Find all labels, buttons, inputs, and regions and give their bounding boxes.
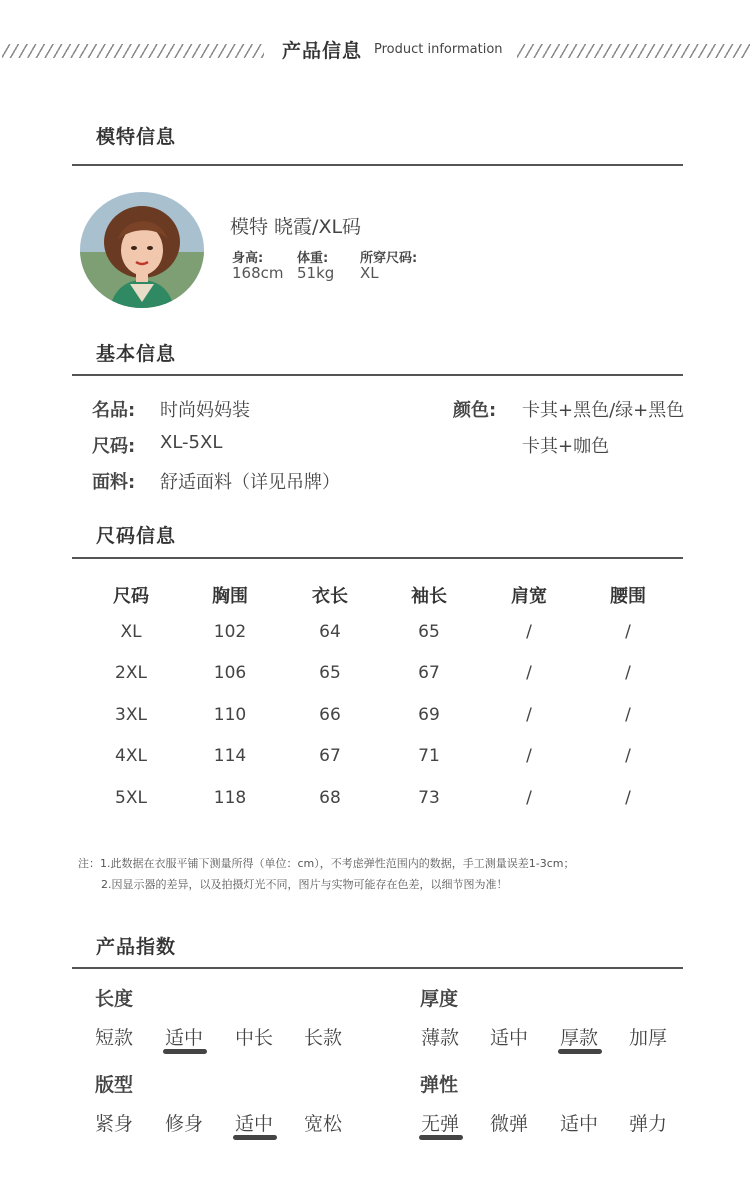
size-table-header: 肩宽	[511, 586, 547, 607]
size-range-value: XL-5XL	[160, 432, 223, 453]
size-table-cell: 69	[418, 705, 440, 725]
size-table-cell: 118	[213, 788, 247, 808]
thickness-option: 适中	[490, 1027, 529, 1049]
thickness-option-selected: 厚款	[560, 1027, 599, 1049]
size-table-cell: 4XL	[115, 746, 147, 766]
height-value: 168cm	[232, 264, 284, 282]
model-name-size: 模特 晓霞/XL码	[230, 216, 362, 238]
size-table-cell: 110	[213, 705, 247, 725]
elasticity-option: 弹力	[629, 1113, 668, 1135]
fit-option: 修身	[165, 1113, 204, 1135]
size-table-cell: /	[625, 746, 631, 766]
fit-option: 宽松	[304, 1113, 343, 1135]
size-table-cell: 3XL	[115, 705, 147, 725]
basic-section-divider	[72, 374, 683, 376]
measurement-note-2: 2.因显示器的差异，以及拍摄灯光不同，图片与实物可能存在色差，以细节图为准！	[101, 878, 508, 891]
size-table-cell: /	[526, 746, 532, 766]
elasticity-option-selected: 无弹	[421, 1113, 460, 1135]
size-table-cell: 67	[319, 746, 341, 766]
size-table-cell: 65	[319, 663, 341, 683]
color-value-2: 卡其+咖色	[522, 436, 610, 457]
elasticity-selected-marker	[419, 1135, 463, 1140]
length-option: 长款	[304, 1027, 343, 1049]
elasticity-option: 微弹	[490, 1113, 529, 1135]
fabric-value: 舒适面料（详见吊牌）	[160, 472, 340, 493]
size-table-cell: 65	[418, 622, 440, 642]
size-table-cell: /	[526, 788, 532, 808]
size-table-cell: 67	[418, 663, 440, 683]
size-section-divider	[72, 557, 683, 559]
size-table-cell: /	[625, 622, 631, 642]
size-table-cell: 68	[319, 788, 341, 808]
size-table-cell: 73	[418, 788, 440, 808]
elasticity-index-label: 弹性	[420, 1074, 459, 1096]
size-table-cell: /	[526, 622, 532, 642]
size-table-cell: /	[526, 705, 532, 725]
fit-index-label: 版型	[95, 1074, 134, 1096]
thickness-option: 加厚	[629, 1027, 668, 1049]
fit-option: 紧身	[95, 1113, 134, 1135]
index-section-title: 产品指数	[96, 936, 177, 958]
size-table-cell: 2XL	[115, 663, 147, 683]
color-label: 颜色:	[453, 400, 497, 421]
size-table-cell: 71	[418, 746, 440, 766]
size-table-header: 胸围	[212, 586, 248, 607]
page-title: 产品信息	[282, 40, 363, 62]
model-avatar	[80, 192, 204, 308]
length-selected-marker	[163, 1049, 207, 1054]
size-table-cell: /	[625, 705, 631, 725]
weight-value: 51kg	[297, 264, 335, 282]
product-name-label: 名品:	[92, 400, 136, 421]
length-option-selected: 适中	[165, 1027, 204, 1049]
worn-size-value: XL	[360, 264, 379, 282]
size-table-cell: /	[625, 788, 631, 808]
thickness-option: 薄款	[421, 1027, 460, 1049]
size-table-cell: 106	[213, 663, 247, 683]
model-section-divider	[72, 164, 683, 166]
length-option: 短款	[95, 1027, 134, 1049]
size-table-header: 衣长	[312, 586, 348, 607]
height-label: 身高:	[232, 251, 264, 266]
size-table-cell: XL	[120, 622, 142, 642]
size-table-cell: 102	[213, 622, 247, 642]
basic-section-title: 基本信息	[96, 343, 177, 365]
size-table-cell: 5XL	[115, 788, 147, 808]
worn-size-label: 所穿尺码:	[360, 251, 418, 266]
index-section-divider	[72, 967, 683, 969]
size-table-header: 腰围	[610, 586, 646, 607]
length-option: 中长	[235, 1027, 274, 1049]
size-table-cell: 64	[319, 622, 341, 642]
fit-option-selected: 适中	[235, 1113, 274, 1135]
fit-selected-marker	[233, 1135, 277, 1140]
measurement-note-1: 注：1.此数据在衣服平铺下测量所得（单位：cm），不考虑弹性范围内的数据，手工测量误差1-3cm；	[78, 857, 575, 870]
size-section-title: 尺码信息	[96, 525, 177, 547]
size-table-cell: 66	[319, 705, 341, 725]
size-table-cell: /	[625, 663, 631, 683]
size-table-cell: /	[526, 663, 532, 683]
weight-label: 体重:	[297, 251, 329, 266]
thickness-selected-marker	[558, 1049, 602, 1054]
size-table-cell: 114	[213, 746, 247, 766]
thickness-index-label: 厚度	[420, 988, 459, 1010]
length-index-label: 长度	[95, 988, 134, 1010]
elasticity-option: 适中	[560, 1113, 599, 1135]
size-table-header: 尺码	[113, 586, 149, 607]
page-subtitle: Product information	[374, 42, 503, 57]
header-hatch-left	[2, 44, 264, 58]
header-hatch-right	[517, 44, 750, 58]
size-range-label: 尺码:	[92, 436, 136, 457]
model-section-title: 模特信息	[96, 126, 177, 148]
size-table-header: 袖长	[411, 586, 447, 607]
product-name-value: 时尚妈妈装	[160, 400, 250, 421]
color-value-1: 卡其+黑色/绿+黑色	[522, 400, 685, 421]
fabric-label: 面料:	[92, 472, 136, 493]
